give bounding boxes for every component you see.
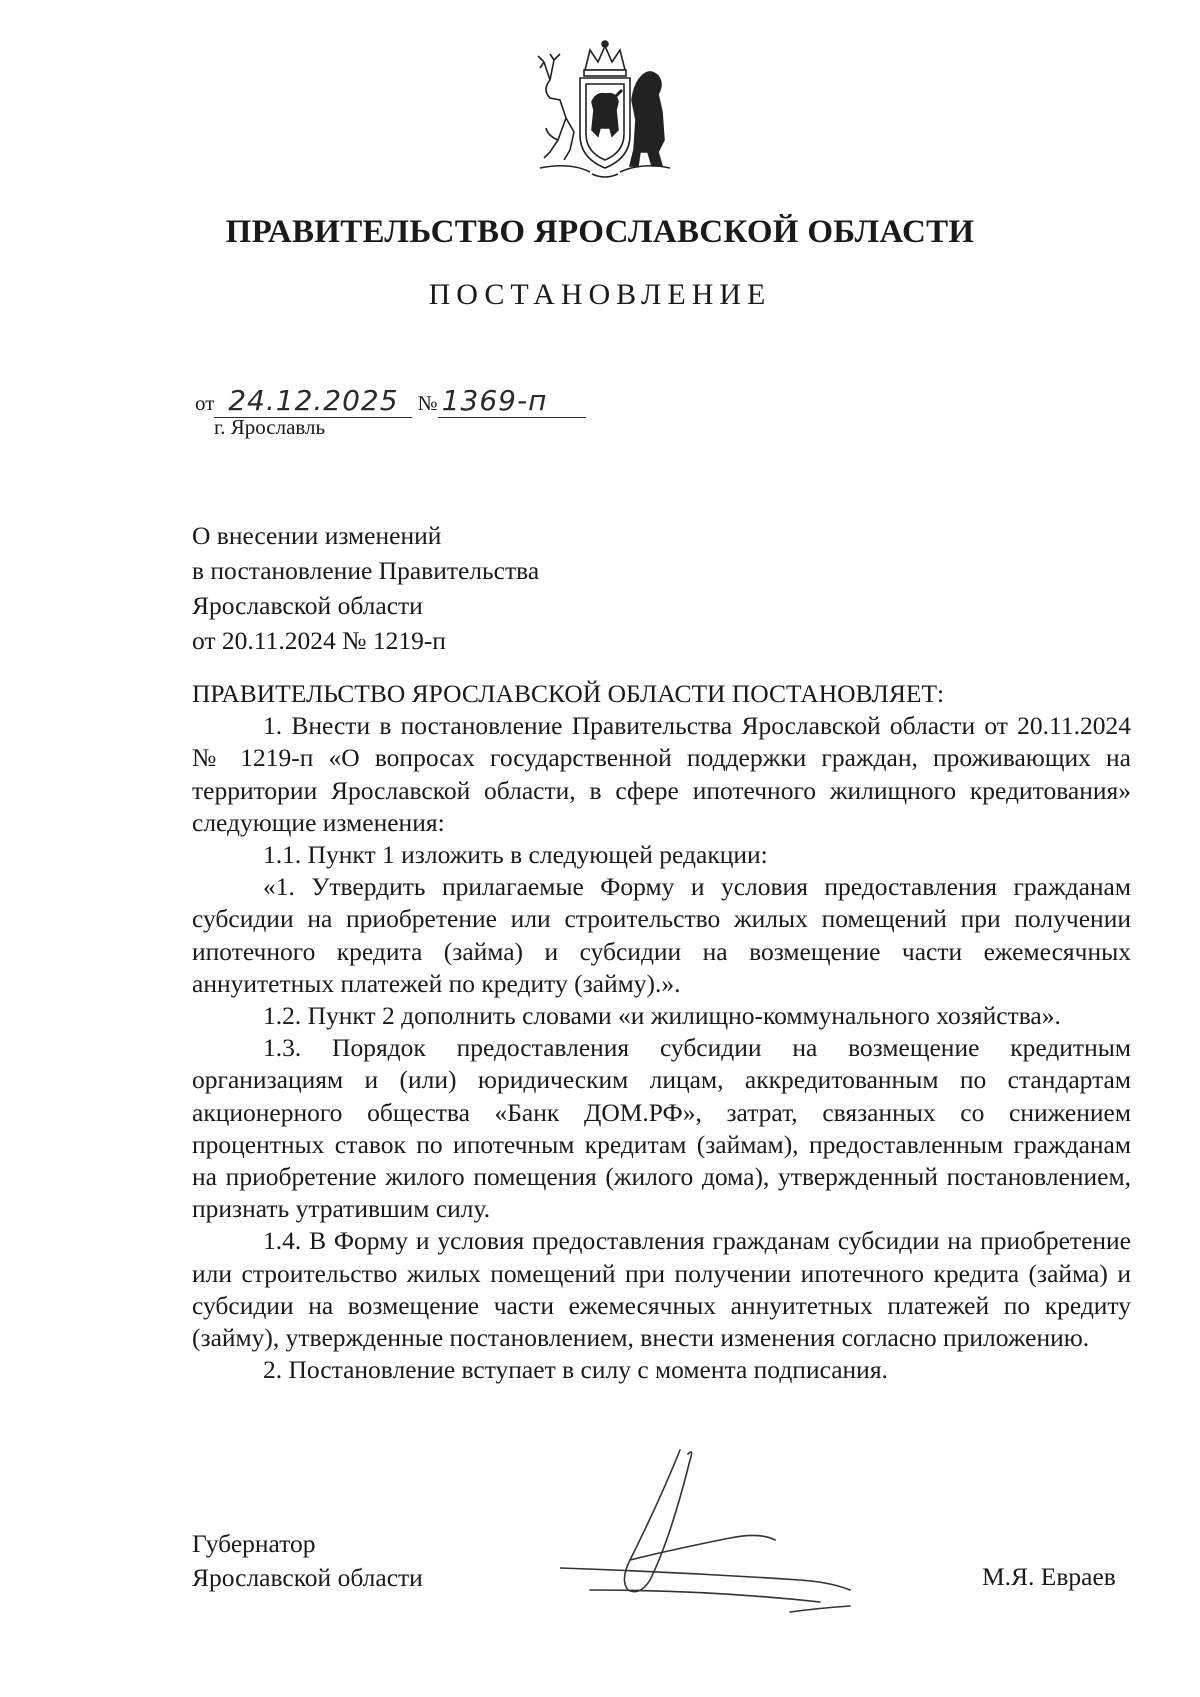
city: г. Ярославль [214, 415, 326, 439]
document-subject [192, 518, 539, 658]
position-line: Губернатор [192, 1529, 316, 1558]
signatory-name: М.Я. Евраев [982, 1562, 1116, 1591]
subject-line: О внесении изменений [192, 521, 442, 550]
paragraph-1-4: 1.4. В Форму и условия предоставления гражданам субсидии на приобретение или строительство жилых помещений при получении ипотечного кредита (займа) и субсидии на возмещение части ежемесячных аннуитетных платежей по кредиту (займу), утвержденные постановлением, внести изменения согласно приложению. [192, 1226, 1131, 1353]
handwritten-signature-icon [560, 1440, 920, 1630]
document-date-line [195, 384, 586, 418]
signatory-position [192, 1527, 423, 1595]
subject-line: от 20.11.2024 № 1219-п [192, 626, 446, 655]
paragraph-1-2: 1.2. Пункт 2 дополнить словами «и жилищно-коммунального хозяйства». [263, 1001, 1061, 1031]
subject-line: в постановление Правительства [192, 556, 540, 585]
document-type: ПОСТАНОВЛЕНИЕ [428, 278, 772, 311]
number-prefix: № [417, 391, 438, 415]
paragraph-1-1-quote: «1. Утвердить прилагаемые Форму и условия предоставления гражданам субсидии на приобретение или строительство жилых помещений при получении ипотечного кредита (займа) и субсидии на возмещение части ежемесячных аннуитетных платежей по кредиту (займу).». [192, 872, 1131, 998]
paragraph-1: 1. Внести в постановление Правительства Ярославской области от 20.11.2024 № 1219-п «О вопросах государственной поддержки граждан, проживающих на территории Ярославской области, в сфере ипотечного жилищного кредитования» следующие изменения: [192, 711, 1131, 837]
yaroslavl-coat-of-arms-icon [530, 40, 680, 190]
paragraph-1-1: 1.1. Пункт 1 изложить в следующей редакции: [263, 840, 768, 870]
handwritten-number: 1369-п [438, 384, 586, 418]
paragraph-1-3: 1.3. Порядок предоставления субсидии на возмещение кредитным организациям и (или) юридическим лицам, аккредитованным по стандартам акционерного общества «Банк ДОМ.РФ», затрат, связанных со снижением процентных ставок по ипотечным кредитам (займам), предоставленным гражданам на приобретение жилого помещения (жилого дома), утвержденный постановлением, признать утратившим силу. [192, 1033, 1131, 1224]
position-line: Ярославской области [192, 1563, 423, 1592]
document-body [192, 678, 1131, 1386]
handwritten-date: 24.12.2025 [214, 384, 412, 418]
resolution-preamble: ПРАВИТЕЛЬСТВО ЯРОСЛАВСКОЙ ОБЛАСТИ ПОСТАНОВЛЯЕТ: [192, 679, 945, 708]
paragraph-2: 2. Постановление вступает в силу с момента подписания. [263, 1355, 888, 1385]
organization-title: ПРАВИТЕЛЬСТВО ЯРОСЛАВСКОЙ ОБЛАСТИ [225, 214, 975, 250]
date-prefix: от [195, 391, 215, 415]
subject-line: Ярославской области [192, 591, 423, 620]
